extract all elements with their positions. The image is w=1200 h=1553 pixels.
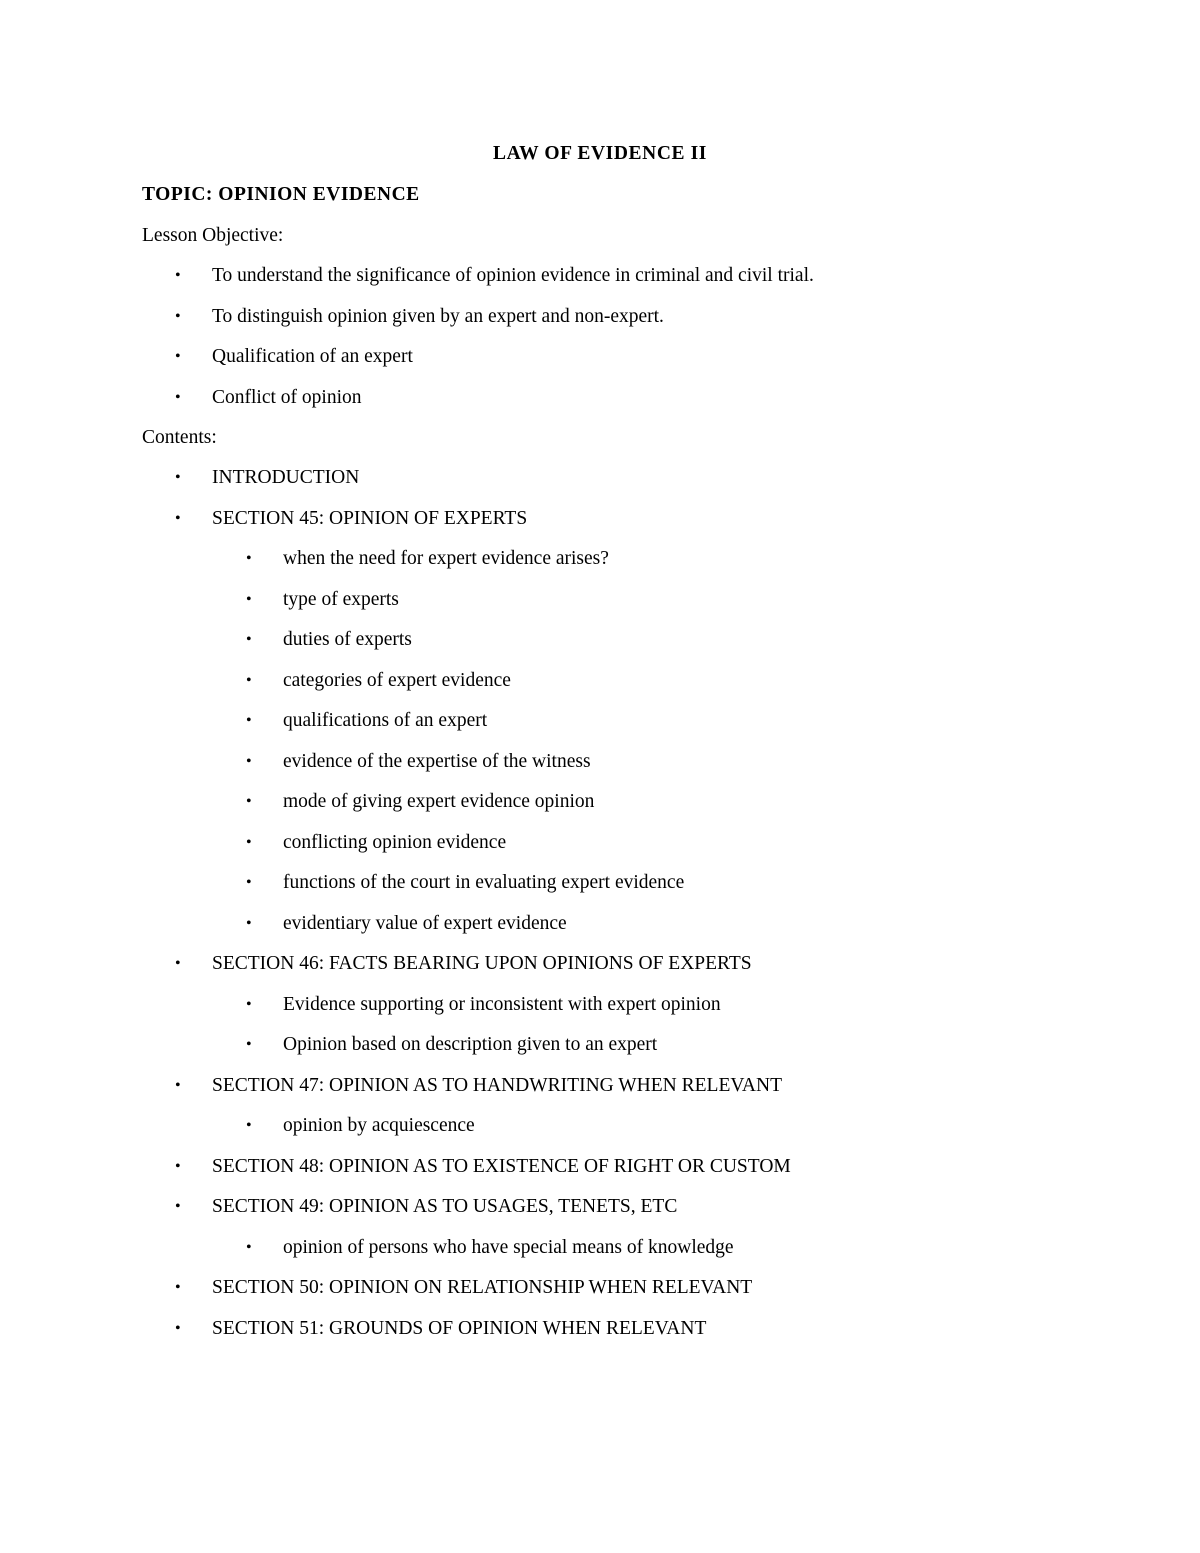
bullet-icon: •	[175, 267, 181, 284]
objective-item-text: Qualification of an expert	[212, 346, 413, 367]
contents-item-text: SECTION 48: OPINION AS TO EXISTENCE OF RIGHT OR CUSTOM	[212, 1155, 791, 1177]
contents-subitem-text: Evidence supporting or inconsistent with expert opinion	[283, 993, 721, 1015]
bullet-icon: •	[246, 995, 252, 1013]
bullet-icon: •	[246, 793, 252, 810]
topic-heading: TOPIC: OPINION EVIDENCE	[142, 184, 420, 205]
bullet-icon: •	[246, 752, 252, 770]
bullet-icon: •	[175, 1319, 181, 1337]
contents-subitem-text: evidence of the expertise of the witness	[283, 750, 591, 772]
document-title: LAW OF EVIDENCE II	[493, 143, 707, 164]
contents-subitem-text: qualifications of an expert	[283, 710, 488, 731]
bullet-icon: •	[246, 712, 252, 729]
bullet-icon: •	[246, 631, 252, 648]
contents-subitem-text: duties of experts	[283, 629, 412, 650]
contents-subitem-text: opinion by acquiescence	[283, 1115, 475, 1136]
contents-subitem-text: when the need for expert evidence arises?	[283, 548, 609, 569]
contents-subitem-text: type of experts	[283, 588, 399, 610]
bullet-icon: •	[246, 1238, 252, 1256]
contents-item-text: INTRODUCTION	[212, 467, 360, 488]
objective-item-text: To distinguish opinion given by an expert and non-expert.	[212, 305, 664, 327]
bullet-icon: •	[175, 348, 181, 365]
contents-item-text: SECTION 51: GROUNDS OF OPINION WHEN RELEVANT	[212, 1317, 707, 1339]
bullet-icon: •	[175, 1157, 181, 1175]
bullet-icon: •	[175, 1076, 181, 1094]
contents-label: Contents:	[142, 427, 217, 448]
bullet-icon: •	[246, 914, 252, 932]
contents-subitem-text: categories of expert evidence	[283, 669, 511, 691]
bullet-icon: •	[175, 955, 181, 972]
bullet-icon: •	[246, 671, 252, 689]
bullet-icon: •	[175, 1198, 181, 1215]
lesson-objective-label: Lesson Objective:	[142, 225, 284, 246]
contents-item-text: SECTION 45: OPINION OF EXPERTS	[212, 507, 528, 529]
bullet-icon: •	[246, 1117, 252, 1134]
objective-item-text: To understand the significance of opinion evidence in criminal and civil trial.	[212, 265, 814, 286]
bullet-icon: •	[175, 469, 181, 486]
bullet-icon: •	[175, 509, 181, 527]
bullet-icon: •	[246, 590, 252, 608]
contents-subitem-text: mode of giving expert evidence opinion	[283, 791, 595, 812]
objective-item-text: Conflict of opinion	[212, 386, 362, 408]
bullet-icon: •	[246, 833, 252, 851]
contents-subitem-text: Opinion based on description given to an expert	[283, 1034, 658, 1055]
contents-subitem-text: functions of the court in evaluating expert evidence	[283, 872, 685, 893]
contents-subitem-text: opinion of persons who have special means of knowledge	[283, 1236, 734, 1258]
contents-item-text: SECTION 50: OPINION ON RELATIONSHIP WHEN RELEVANT	[212, 1277, 753, 1298]
contents-item-text: SECTION 47: OPINION AS TO HANDWRITING WHEN RELEVANT	[212, 1074, 782, 1096]
bullet-icon: •	[175, 388, 181, 406]
contents-item-text: SECTION 49: OPINION AS TO USAGES, TENETS, ETC	[212, 1196, 678, 1217]
bullet-icon: •	[175, 1279, 181, 1296]
contents-subitem-text: conflicting opinion evidence	[283, 831, 507, 853]
bullet-icon: •	[246, 1036, 252, 1053]
bullet-icon: •	[246, 550, 252, 567]
contents-item-text: SECTION 46: FACTS BEARING UPON OPINIONS OF EXPERTS	[212, 953, 752, 974]
bullet-icon: •	[175, 307, 181, 325]
contents-subitem-text: evidentiary value of expert evidence	[283, 912, 567, 934]
bullet-icon: •	[246, 874, 252, 891]
